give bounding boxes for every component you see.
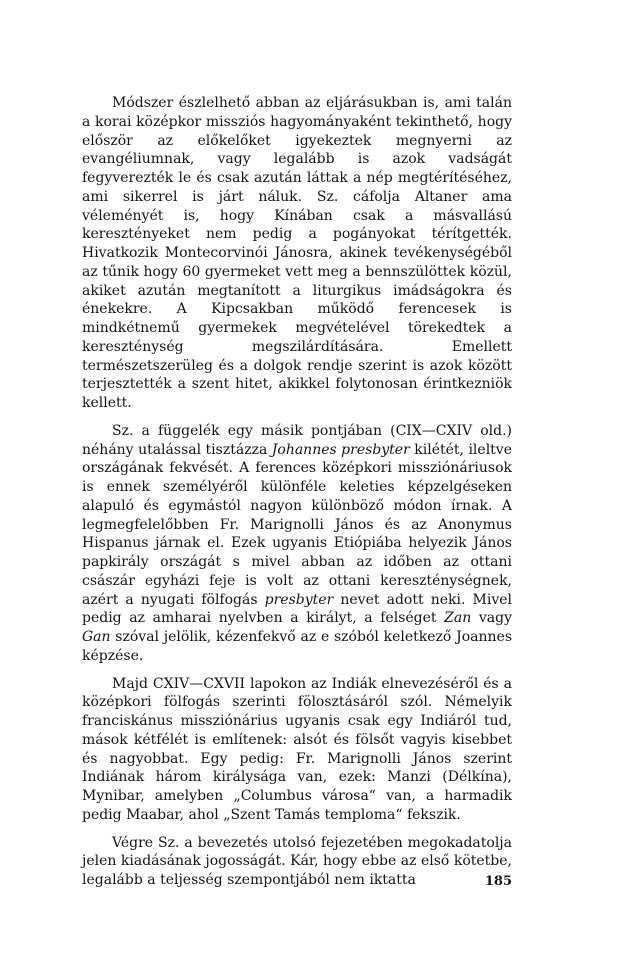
paragraph-3: Majd CXIV—CXVII lapokon az Indiák elnevezéséről és a középkori fölfogás szerinti fölosztásáról szól. Némelyik franciskánus missziónárius ugyanis csak egy Indiáról tud, mások kétfélét is említenek: alsót és fölsőt vagyis kisebbet és nagyobbat. Egy pedig: Fr. Marignolli János szerint Indiának három királysága van, ezek: Manzi (Délkína), Mynibar, amelyben „Columbus városa“ van, a harmadik pedig Maabar, ahol „Szent Tamás temploma“ fekszik. (82, 675, 512, 823)
paragraph-2 (82, 422, 512, 666)
paragraph-4: Végre Sz. a bevezetés utolsó fejezetében megokadatolja jelen kiadásának jogosságát. Kár, hogy ebbe az első kötetbe, legalább a teljesség szempontjából nem iktatta (82, 834, 512, 888)
page-number: 185 (484, 874, 512, 889)
paragraph-1: Módszer észlelhető abban az eljárásukban is, ami talán a korai középkor missziós hagyományaként tekinthető, hogy először az előkelőket igyekeztek megnyerni az evangéliumnak, vagy legalább is azok vadságát fegyverezték le és csak azután láttak a nép megtérítéséhez, ami sikerrel is járt náluk. Sz. cáfolja Altaner ama véleményét is, hogy Kínában csak a másvallású keresztényeket nem pedig a pogányokat térítgették. Hivatkozik Montecorvinói Jánosra, akinek tevékenységéből az tűnik hogy 60 gyermeket vett meg a bennszülöttek közül, akiket azután megtanított a liturgikus imádságokra és énekekre. A Kipcsakban működő ferencesek is mindkétnemű gyermekek megvételével törekedtek a kereszténység megszilárdítására. Emellett természetszerüleg és a dolgok rendje szerint is azok között terjesztették a szent hitet, akikkel folytonosan érintkezniök kellett. (82, 95, 512, 411)
page-body (82, 94, 512, 899)
paragraph-2-text: Sz. a függelék egy másik pontjában (CIX—CXIV old.) néhány utalással tisztázza Johannes presbyter kilétét, ileltve országának fekvését. A ferences középkori missziónáriusok is ennek személyéről különféle keleties képzelgéseken alapuló és egymástól nagyon különböző módon írnak. A legmegfelelőbben Fr. Marignolli János és az Anonymus Hispanus járnak el. Ezek ugyanis Etiópiába helyezik János papkirály országát s mivel abban az időben az ottani császár egyházi feje is volt az ottani kereszténységnek, azért a nyugati fölfogás presbyter nevet adott neki. Mivel pedig az amharai nyelvben a királyt, a felséget Zan vagy Gan szóval jelölik, kézenfekvő az e szóból keletkező Joannes képzése. (82, 422, 512, 664)
